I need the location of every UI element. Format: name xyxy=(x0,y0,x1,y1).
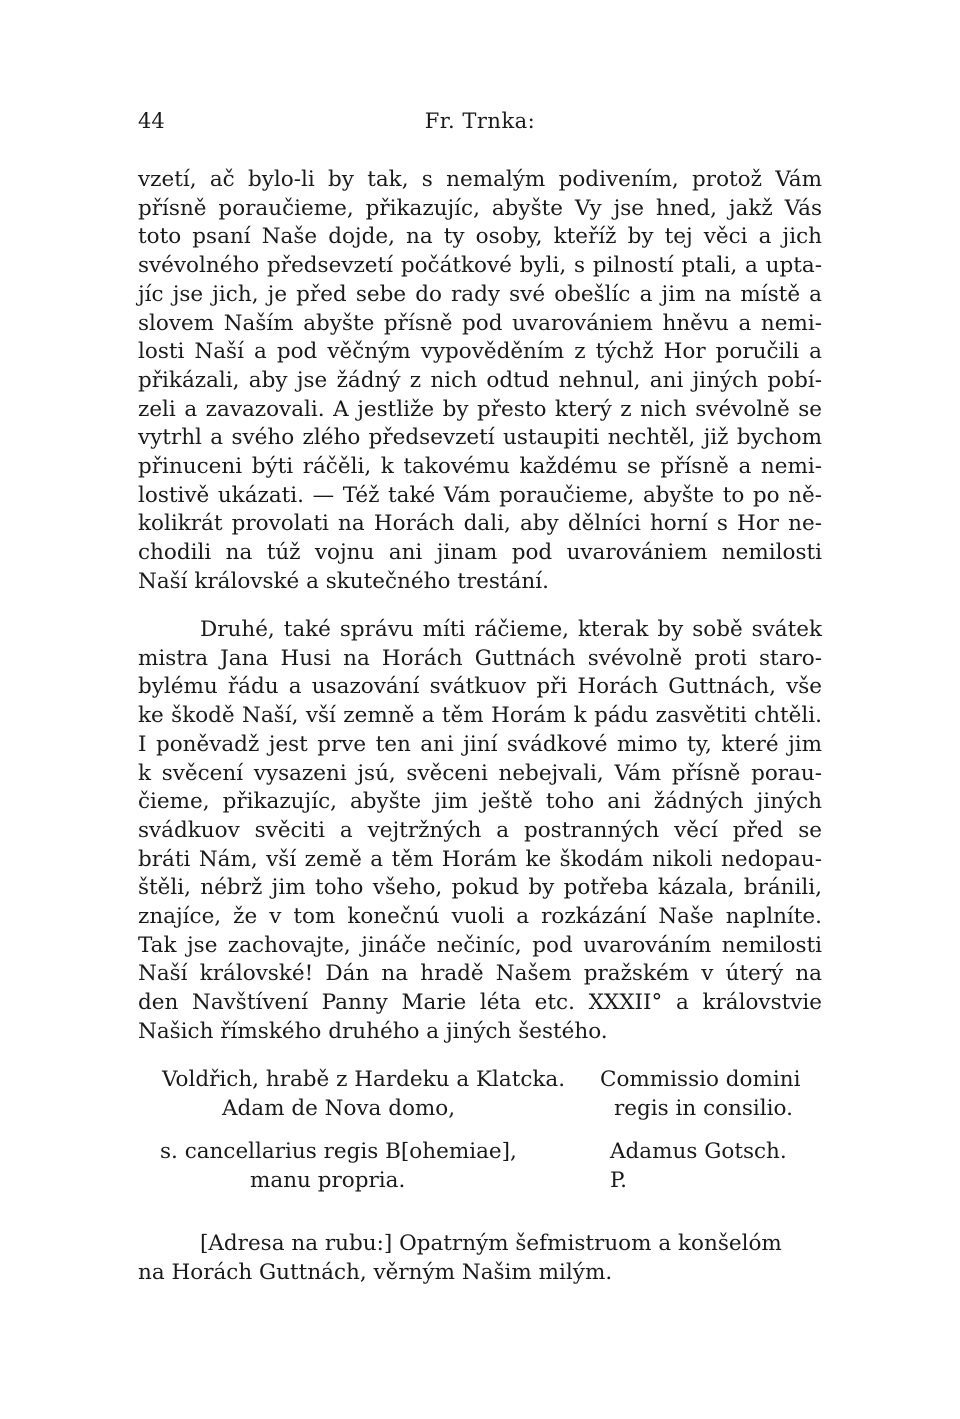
text-line: přísně poraučieme, přikazujíc, abyšte Vy jse hned, jakž Vás xyxy=(138,195,822,221)
text-line: zeli a zavazovali. A jestliže by přesto který z nich svévolně se xyxy=(138,396,822,422)
signature-block-left-1 xyxy=(162,1066,565,1123)
text-line: Našich římského druhého a jiných šestého. xyxy=(138,1018,608,1044)
signature-line: P. xyxy=(610,1167,627,1193)
signature-line: Commissio domini xyxy=(600,1067,801,1092)
text-line: vytrhl a svého zlého předsevzetí ustaupiti nechtěl, již bychom xyxy=(138,425,822,451)
text-line: toto psaní Naše dojde, na ty osoby, kteříž by tej věci a jich xyxy=(138,224,822,250)
text-line: Naší královské! Dán na hradě Našem pražském v úterý na xyxy=(138,961,822,987)
signature-line: Voldřich, hrabě z Hardeku a Klatcka. xyxy=(162,1067,566,1092)
address-line: [Adresa na rubu:] Opatrným šefmistruom a konšelóm xyxy=(200,1231,782,1256)
text-line: přinuceni býti ráčěli, k takovému každému se přísně a nemi- xyxy=(138,454,822,480)
text-line: den Navštívení Panny Marie léta etc. XXXII° a královstvie xyxy=(138,990,822,1016)
text-line: jíc jse jich, je před sebe do rady své obešlíc a jim na místě a xyxy=(138,281,822,307)
signature-line: Adam de Nova domo, xyxy=(222,1095,456,1121)
text-line: I poněvadž jest prve ten ani jiní svádkové mimo ty, které jim xyxy=(138,731,822,757)
text-line: přikázali, aby jse žádný z nich odtud nehnul, ani jiných pobí- xyxy=(138,367,822,393)
text-line: losti Naší a pod věčným vypověděním z týchž Hor poručili a xyxy=(138,339,822,365)
text-line: čieme, přikazujíc, abyšte jim ještě toho ani žádných jiných xyxy=(138,789,822,815)
signature-line: manu propria. xyxy=(250,1167,406,1193)
text-line: vzetí, ač bylo-li by tak, s nemalým podivením, protož Vám xyxy=(138,167,822,192)
signature-block-right-2 xyxy=(610,1138,787,1195)
text-line: ke škodě Naší, vší zemně a těm Horám k pádu zasvětiti chtěli. xyxy=(138,703,822,729)
paragraph-1 xyxy=(138,166,822,597)
text-line: lostivě ukázati. — Též také Vám poraučieme, abyšte to po ně- xyxy=(138,482,822,508)
text-line: bráti Nám, vší země a těm Horám ke škodám nikoli nedopau- xyxy=(138,846,822,872)
signature-block-right-1 xyxy=(600,1066,800,1123)
signature-line: Adamus Gotsch. xyxy=(610,1139,787,1164)
text-line: Tak jse zachovajte, jináče nečiníc, pod uvarováním nemilosti xyxy=(138,932,822,958)
signature-block-left-2 xyxy=(160,1138,517,1195)
text-line: mistra Jana Husi na Horách Guttnách svévolně proti staro- xyxy=(138,645,822,671)
page-number: 44 xyxy=(138,109,165,133)
text-line: Naší královské a skutečného trestání. xyxy=(138,568,549,594)
text-line: svádkuov svěciti a vejtržných a postranných věcí před se xyxy=(138,817,822,843)
text-line: chodili na túž vojnu ani jinam pod uvarovániem nemilosti xyxy=(138,540,822,566)
paragraph-2 xyxy=(138,616,822,1047)
text-line: k svěcení vysazeni jsú, svěceni nebejvali, Vám přísně porau- xyxy=(138,760,822,786)
signature-line: s. cancellarius regis B[ohemiae], xyxy=(160,1139,517,1164)
text-line: štěli, nébrž jim toho všeho, pokud by potřeba kázala, bránili, xyxy=(138,875,822,901)
text-line: znajíce, že v tom konečnú vuoli a rozkázání Naše naplníte. xyxy=(138,904,822,930)
running-head xyxy=(138,108,822,134)
signature-line: regis in consilio. xyxy=(614,1095,793,1121)
text-line: Druhé, také správu míti ráčieme, kterak by sobě svátek xyxy=(200,617,822,642)
address-line: na Horách Guttnách, věrným Našim milým. xyxy=(138,1259,613,1285)
text-line: kolikrát provolati na Horách dali, aby dělníci horní s Hor ne- xyxy=(138,511,822,537)
text-line: svévolného předsevzetí počátkové byli, s pilností ptali, a upta- xyxy=(138,253,822,279)
text-line: bylému řádu a usazování svátkuov při Horách Guttnách, vše xyxy=(138,674,822,700)
running-title: Fr. Trnka: xyxy=(424,109,536,133)
text-line: slovem Naším abyšte přísně pod uvarovániem hněvu a nemi- xyxy=(138,310,822,336)
address-note xyxy=(138,1230,822,1287)
